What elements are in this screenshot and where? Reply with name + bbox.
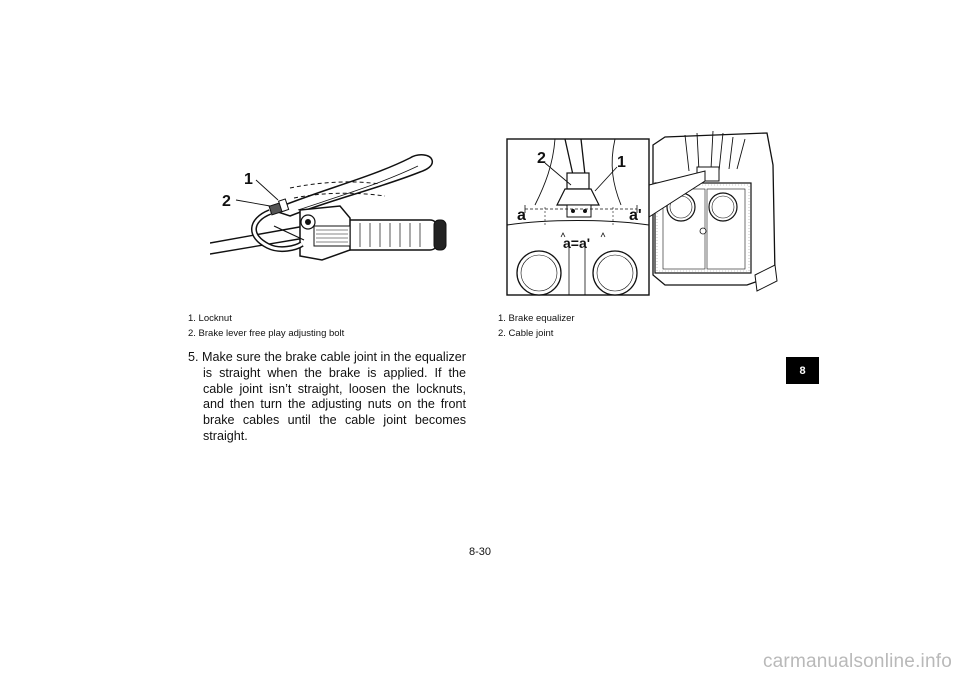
caption-item-adjusting-bolt: 2. Brake lever free play adjusting bolt [188,328,345,339]
caption-item-brake-equalizer: 1. Brake equalizer [498,313,575,324]
step-text: 5. Make sure the brake cable joint in the equalizer is straight when the brake is applied. If the cable joint isn’t straight, loosen the locknuts, and then turn the adjusting nuts on the front brake cables until the cable joint becomes straight. [188,350,466,443]
label-a-equals-a-prime: a=a' [563,235,591,251]
callout-1: 1 [617,154,626,171]
right-figure-caption [498,311,575,341]
brake-equalizer-illustration [505,125,785,300]
caption-item-cable-joint: 2. Cable joint [498,328,554,339]
brake-lever-illustration [210,148,455,278]
callout-2: 2 [222,193,231,210]
label-a: a [517,207,526,224]
callout-1: 1 [244,171,253,188]
watermark: carmanualsonline.info [762,651,952,672]
label-a-prime: a' [629,207,642,224]
left-figure-caption [188,311,344,341]
caption-item-locknut: 1. Locknut [188,313,232,324]
chapter-tab: 8 [786,357,819,384]
callout-2: 2 [537,150,546,167]
page-number: 8-30 [468,546,492,558]
instruction-step-5 [188,350,466,445]
